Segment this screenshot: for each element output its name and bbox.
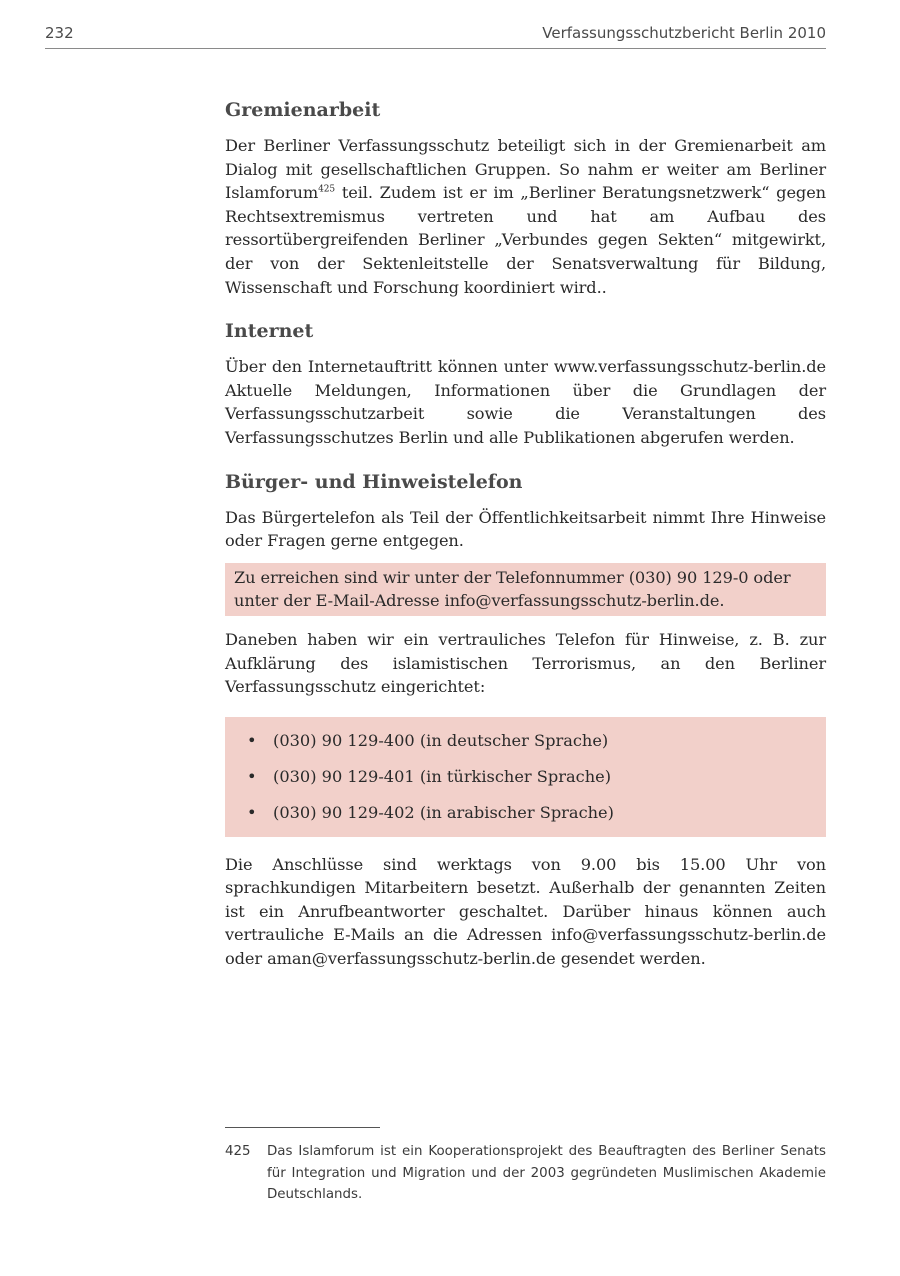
paragraph-closing: Die Anschlüsse sind werktags von 9.00 bis 15.00 Uhr von sprachkundigen Mitarbeitern besetzt. Außerhalb der genannten Zeiten ist ein Anrufbeantworter geschaltet. Darüber hinaus können auch vertrauliche E-Mails an die Adressen info@verfassungsschutz-berlin.de oder aman@verfassungsschutz-berlin.de gesendet werden. <box>225 854 826 969</box>
running-title: Verfassungsschutzbericht Berlin 2010 <box>542 24 826 42</box>
phone-number: (030) 90 129-401 (in türkischer Sprache) <box>273 766 612 786</box>
contact-box-text: Zu erreichen sind wir unter der Telefonnummer (030) 90 129-0 oder unter der E-Mail-Adresse info@verfassungsschutz-berlin.de. <box>234 567 791 611</box>
phone-list <box>225 717 826 837</box>
phone-number: (030) 90 129-400 (in deutscher Sprache) <box>273 730 609 750</box>
paragraph-telefon-intro: Das Bürgertelefon als Teil der Öffentlichkeitsarbeit nimmt Ihre Hinweise oder Fragen gerne entgegen. <box>225 507 826 551</box>
footnote-reference[interactable]: 425 <box>318 184 336 195</box>
list-item <box>225 795 826 831</box>
list-item <box>225 759 826 795</box>
footnote-number: 425 <box>225 1144 251 1159</box>
paragraph-internet: Über den Internetauftritt können unter www.verfassungsschutz-berlin.de Aktuelle Meldungen, Informationen über die Grundlagen der Verfassungsschutzarbeit sowie die Veranstaltungen des Verfassungsschutzes Berlin und alle Publikationen abgerufen werden. <box>225 357 826 447</box>
footnote <box>225 1141 826 1206</box>
page-number: 232 <box>45 24 74 42</box>
page-header <box>45 22 826 49</box>
section-gremienarbeit <box>225 96 826 299</box>
footnote-text: Das Islamforum ist ein Kooperationsprojekt des Beauftragten des Berliner Senats für Integration und Migration und der 2003 gegründeten Muslimischen Akademie Deutschlands. <box>267 1144 826 1202</box>
bullet-icon: • <box>247 766 257 786</box>
paragraph-confidential-intro: Daneben haben wir ein vertrauliches Telefon für Hinweise, z. B. zur Aufklärung des islamistischen Terrorismus, an den Berliner Verfassungsschutz eingerichtet: <box>225 629 826 697</box>
section-internet <box>225 317 826 449</box>
main-content <box>225 96 826 989</box>
list-item <box>225 723 826 759</box>
footnote-divider <box>225 1127 380 1128</box>
bullet-icon: • <box>247 730 257 750</box>
section-telefon <box>225 468 826 971</box>
paragraph-gremienarbeit-part1: Der Berliner Verfassungsschutz beteiligt sich in der Gremienarbeit am Dialog mit gesellschaftlichen Gruppen. So nahm er weiter am Berliner Islamforum <box>225 136 826 203</box>
contact-box <box>225 563 826 616</box>
section-heading-gremienarbeit: Gremienarbeit <box>225 99 381 121</box>
paragraph-gremienarbeit-part2: teil. Zudem ist er im „Berliner Beratungsnetzwerk“ gegen Rechtsextremismus vertreten und hat am Aufbau des ressortübergreifenden Berliner „Verbundes gegen Sekten“ mitgewirkt, der von der Sektenleitstelle der Senatsverwaltung für Bildung, Wissenschaft und Forschung koordiniert wird.. <box>225 183 826 297</box>
section-heading-internet: Internet <box>225 320 314 343</box>
bullet-icon: • <box>247 802 257 822</box>
paragraph-gremienarbeit <box>225 134 826 299</box>
phone-number: (030) 90 129-402 (in arabischer Sprache) <box>273 802 614 822</box>
section-heading-telefon: Bürger- und Hinweistelefon <box>225 470 523 493</box>
